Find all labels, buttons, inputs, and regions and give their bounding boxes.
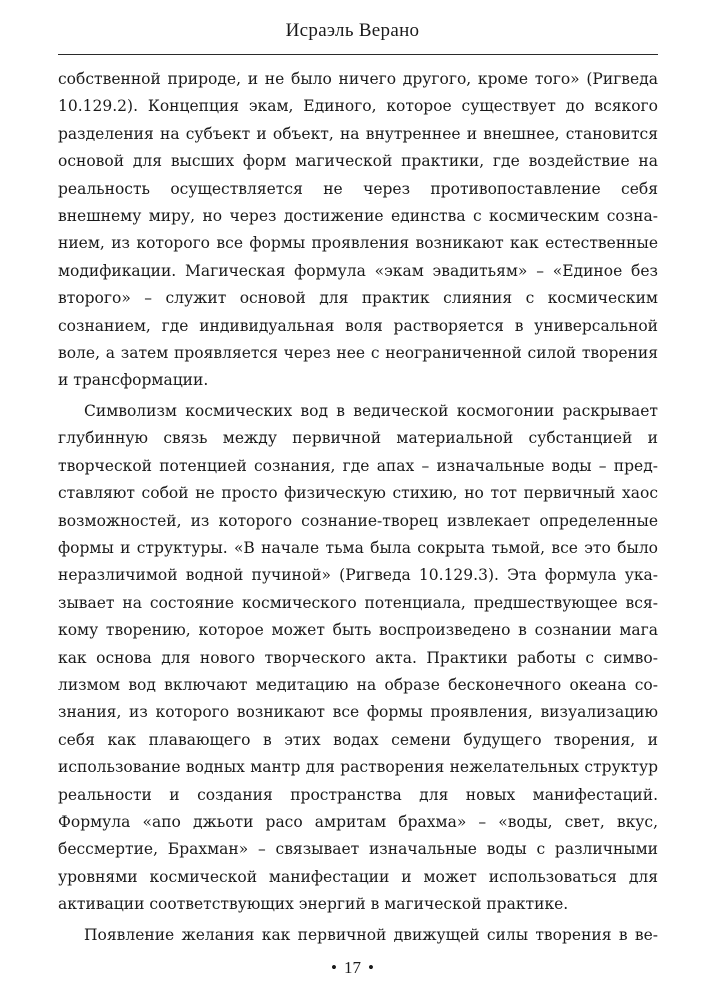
body-text (58, 66, 658, 946)
paragraph-continued: собственной природе, и не было ничего другого, кроме того» (Ригведа 10.129.2). Концепция экам, Единого, которое существует до всякого разделения на субъект и объект, на внутреннее и внешнее, становится основой для высших форм магической практики, где воздействие на реальность осуществляется не через противопоставление себя внешнему миру, но через достижение единства с космическим сознанием, из которого все формы проявления возникают как естественные модификации. Магическая формула «экам эвадитьям» – «Единое без второго» – служит основой для практик слияния с космическим сознанием, где индивидуальная воля растворяется в универсальной воле, а затем проявляется через нее с неограниченной силой творения и трансформации. (58, 70, 658, 390)
page-number-footer (0, 958, 705, 978)
paragraph: Появление желания как первичной движущей силы творения в ве (84, 925, 658, 944)
running-header (0, 0, 705, 60)
header-rule (58, 54, 658, 55)
folio-bullet-right: • (368, 958, 374, 977)
paragraph: Символизм космических вод в ведической космогонии раскрывает глубинную связь между первичной материальной субстанцией и творческой потенцией сознания, где апах – изначальные воды – представляют собой не просто физическую стихию, но тот первичный хаос возможностей, из которого сознание-творец извлекает определенные формы и структуры. «В начале тьма была сокрыта тьмой, все это было неразличимой водной пучиной» (Ригведа 10.129.3). Эта формула указывает на состояние космического потенциала, предшествующее всякому творению, которое может быть воспроизведено в сознании мага как основа для нового творческого акта. Практики работы с символизмом вод включают медитацию на образе бесконечного океана сознания, из которого возникают все формы проявления, визуализацию себя как плавающего в этих водах семени будущего творения, и использование водных мантр для растворения нежелательных структур реальности и создания пространства для новых манифестаций. Формула «апо джьоти расо амритам брахма» – «воды, свет, вкус, бессмертие, Брахман» – связывает изначальные воды с различными уровнями космической манифестации и может использоваться для активации соответствующих энергий в магической практике. (58, 401, 658, 914)
folio-bullet-left: • (331, 958, 337, 977)
page-number: 17 (344, 958, 361, 977)
book-author-header: Исраэль Верано (285, 20, 420, 41)
